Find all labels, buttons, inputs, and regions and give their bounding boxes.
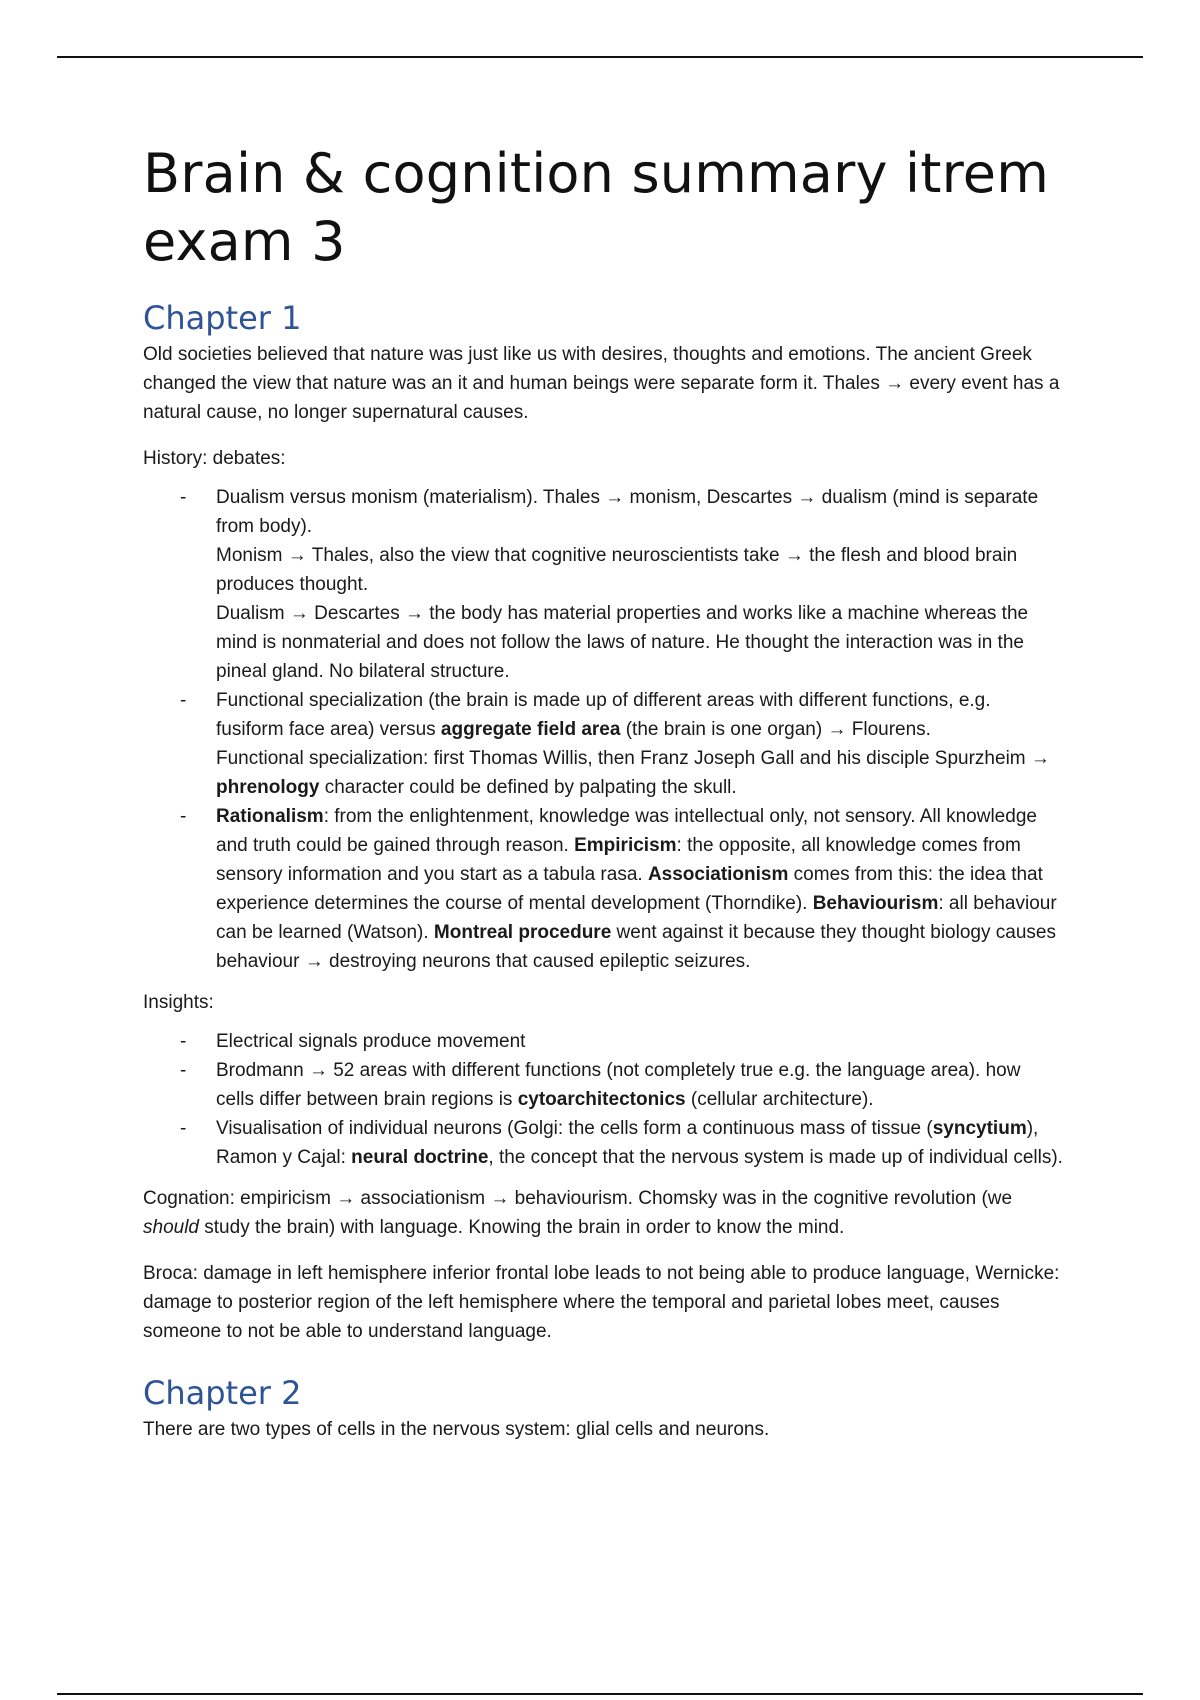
rationalism-text: Rationalism: from the enlightenment, knowledge was intellectual only, not sensory. All knowledge and truth could be gained through reason. Empiricism: the opposite, all knowledge comes from sensory information and you start as a tabula rasa. Associationism comes from this: the idea that experience determines the course of mental development (Thorndike). Behaviourism: all behaviour can be learned (Watson). Montreal procedure went against it because they thought biology causes behaviour → destroying neurons that caused epileptic seizures. xyxy=(216,806,1057,972)
chapter-2-heading: Chapter 2 xyxy=(143,1374,302,1412)
dash-bullet: - xyxy=(180,690,187,711)
dash-bullet: - xyxy=(180,1031,187,1052)
list-item xyxy=(180,1114,1063,1172)
insights-label: Insights: xyxy=(143,992,214,1013)
list-item xyxy=(180,483,1063,686)
chapter-2-intro: There are two types of cells in the nervous system: glial cells and neurons. xyxy=(143,1419,770,1440)
dash-bullet: - xyxy=(180,1118,187,1139)
emphasis-should: should xyxy=(143,1217,199,1238)
debates-list xyxy=(143,483,1063,976)
term-phrenology: phrenology xyxy=(216,777,320,798)
term-aggregate-field-area: aggregate field area xyxy=(440,719,621,740)
document-title: Brain & cognition summary itrem exam 3 xyxy=(143,142,1050,273)
insights-list xyxy=(143,1027,1063,1172)
dash-bullet: - xyxy=(180,487,187,508)
dualism-monism-text: Dualism versus monism (materialism). Thales → monism, Descartes → dualism (mind is separate from body). xyxy=(216,487,1039,537)
term-montreal-procedure: Montreal procedure xyxy=(433,922,612,943)
list-item xyxy=(180,802,1063,976)
term-syncytium: syncytium xyxy=(932,1118,1027,1139)
term-neural-doctrine: neural doctrine xyxy=(351,1147,489,1168)
term-rationalism: Rationalism xyxy=(216,806,324,827)
list-item xyxy=(180,1027,1063,1056)
list-item xyxy=(180,1056,1063,1114)
neuron-visualisation-text: Visualisation of individual neurons (Golgi: the cells form a continuous mass of tissue (syncytium), Ramon y Cajal: neural doctrine, the concept that the nervous system is made up of individual cells). xyxy=(216,1118,1063,1168)
broca-wernicke-paragraph: Broca: damage in left hemisphere inferior frontal lobe leads to not being able to produce language, Wernicke: damage to posterior region of the left hemisphere where the temporal and parietal lobes meet, causes someone to not be able to understand language. xyxy=(143,1263,1060,1342)
term-behaviourism: Behaviourism xyxy=(812,893,939,914)
phrenology-text: Functional specialization: first Thomas Willis, then Franz Joseph Gall and his disciple Spurzheim → phrenology character could be defined by palpating the skull. xyxy=(216,748,1050,798)
term-associationism: Associationism xyxy=(647,864,789,885)
bottom-rule xyxy=(57,1693,1143,1695)
chapter-1-heading: Chapter 1 xyxy=(143,299,302,337)
dash-bullet: - xyxy=(180,1060,187,1081)
list-item xyxy=(180,686,1063,802)
brodmann-text: Brodmann → 52 areas with different functions (not completely true e.g. the language area). how cells differ between brain regions is cytoarchitectonics (cellular architecture). xyxy=(216,1060,1021,1110)
functional-specialization-text: Functional specialization (the brain is made up of different areas with different functions, e.g. fusiform face area) versus aggregate field area (the brain is one organ) → Flourens. xyxy=(216,690,991,740)
monism-text: Monism → Thales, also the view that cognitive neuroscientists take → the flesh and blood brain produces thought. xyxy=(216,545,1018,595)
top-rule xyxy=(57,56,1143,58)
document-body xyxy=(143,140,1063,1461)
dualism-text: Dualism → Descartes → the body has material properties and works like a machine whereas the mind is nonmaterial and does not follow the laws of nature. He thought the interaction was in the pineal gland. No bilateral structure. xyxy=(216,603,1029,682)
dash-bullet: - xyxy=(180,806,187,827)
chapter-1-intro: Old societies believed that nature was just like us with desires, thoughts and emotions. The ancient Greek changed the view that nature was an it and human beings were separate form it. Thales → every event has a natural cause, no longer supernatural causes. xyxy=(143,344,1060,423)
cognation-paragraph: Cognation: empiricism → associationism → behaviourism. Chomsky was in the cognitive revolution (we should study the brain) with language. Knowing the brain in order to know the mind. xyxy=(143,1188,1013,1238)
electrical-signals-text: Electrical signals produce movement xyxy=(216,1031,526,1052)
history-label: History: debates: xyxy=(143,448,286,469)
term-cytoarchitectonics: cytoarchitectonics xyxy=(517,1089,686,1110)
term-empiricism: Empiricism xyxy=(574,835,677,856)
